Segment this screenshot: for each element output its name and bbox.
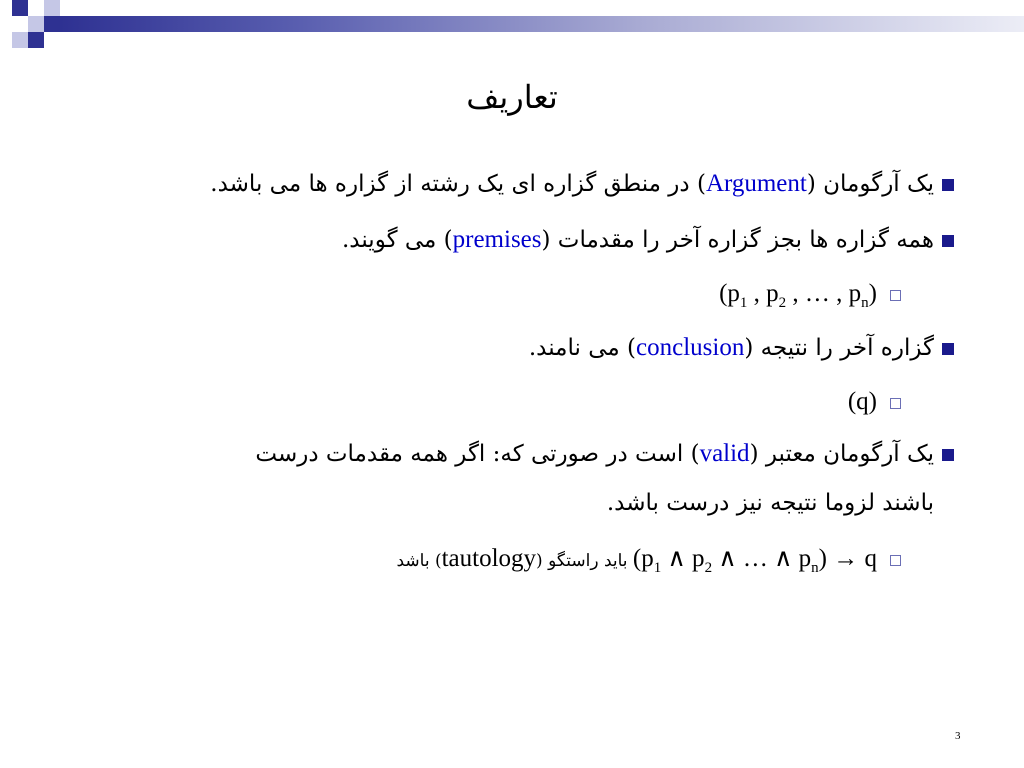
bullet-text-premises: همه گزاره ها بجز گزاره آخر را مقدمات (premises) می گویند.: [341, 226, 934, 253]
deco-square-icon: [44, 0, 60, 16]
page-number: 3: [955, 730, 961, 742]
deco-square-icon: [12, 0, 28, 16]
bullet-text-argument: یک آرگومان (Argument) در منطق گزاره ای یک رشته از گزاره ها می باشد.: [210, 170, 934, 197]
filled-square-icon: [942, 235, 954, 247]
header-gradient-bar: [60, 16, 1024, 32]
hollow-square-icon: [890, 398, 901, 409]
deco-square-icon: [28, 16, 44, 32]
slide-title: تعاریف: [466, 78, 558, 116]
hollow-square-icon: [890, 290, 901, 301]
bullet-text-conclusion: گزاره آخر را نتیجه (conclusion) می نامند.: [528, 334, 934, 361]
bullet-text-valid: یک آرگومان معتبر (valid) است در صورتی که: اگر همه مقدمات درست: [255, 440, 934, 467]
premises-formula: ($p_1$ , $p_2$ , … , $p_n$): [719, 280, 877, 311]
implication-formula: ($p_1$ ∧ $p_2$ ∧ … ∧ $p_n) \to q$ باید راستگو (tautology) باشد: [396, 545, 877, 576]
filled-square-icon: [942, 449, 954, 461]
deco-square-icon: [12, 32, 28, 48]
deco-square-icon: [44, 16, 60, 32]
filled-square-icon: [942, 179, 954, 191]
deco-square-icon: [28, 32, 44, 48]
bullet-text-valid-cont: باشند لزوما نتیجه نیز درست باشد.: [606, 490, 934, 516]
conclusion-formula: (q): [847, 388, 877, 415]
hollow-square-icon: [890, 555, 901, 566]
filled-square-icon: [942, 343, 954, 355]
